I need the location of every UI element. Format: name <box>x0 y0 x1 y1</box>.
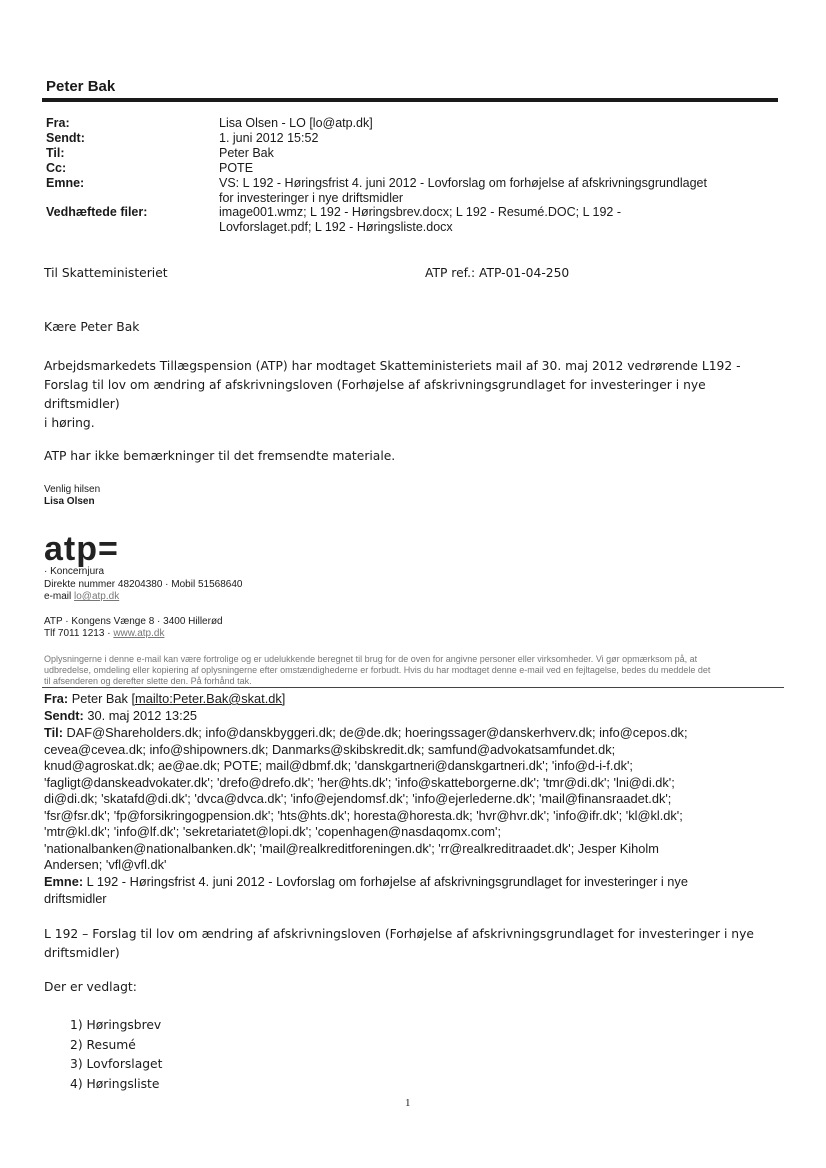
subject-line-1: VS: L 192 - Høringsfrist 4. juni 2012 - Lovforslag om forhøjelse af afskrivningsgrundlaget <box>219 176 707 190</box>
department: · Koncernjura <box>44 566 105 577</box>
from-value: Lisa Olsen - LO [lo@atp.dk] <box>219 116 373 130</box>
fwd-body-line-1: L 192 – Forslag til lov om ændring af afskrivningsloven (Forhøjelse af afskrivningsgrundlaget for investeringer i nye <box>44 927 754 941</box>
fwd-from <box>44 691 784 708</box>
fwd-subject-line-2: driftsmidler <box>44 890 107 906</box>
web-link[interactable]: www.atp.dk <box>113 628 165 639</box>
fwd-to-line: knud@agroskat.dk; ae@ae.dk; POTE; mail@dbmf.dk; 'danskgartneri@danskgartneri.dk'; 'info@d-i-f.dk'; <box>44 758 633 773</box>
page-number: 1 <box>405 1097 411 1109</box>
fwd-to-line: di@di.dk; 'skatafd@di.dk'; 'dvca@dvca.dk'; 'info@ejendomsf.dk'; 'info@ejerlederne.dk'; 'mail@finansraadet.dk'; <box>44 791 672 806</box>
fwd-to-line: 'nationalbanken@nationalbanken.dk'; 'mail@realkreditforeningen.dk'; 'rr@realkreditraadet.dk'; Jesper Kiholm <box>44 840 659 856</box>
fwd-to-line: cevea@cevea.dk; info@shipowners.dk; Danmarks@skibskredit.dk; samfund@advokatsamfundet.dk; <box>44 741 616 757</box>
paragraph-1-line-4: i høring. <box>44 416 95 430</box>
fwd-to-label: Til: <box>44 725 63 740</box>
sent-label: Sendt: <box>46 131 85 145</box>
attachments-line-2: Lovforslaget.pdf; L 192 - Høringsliste.docx <box>219 220 453 234</box>
closing: Venlig hilsen <box>44 484 101 495</box>
attachments-line-1: image001.wmz; L 192 - Høringsbrev.docx; L 192 - Resumé.DOC; L 192 - <box>219 205 622 219</box>
fwd-subject-line-1: L 192 - Høringsfrist 4. juni 2012 - Lovforslag om forhøjelse af afskrivningsgrundlaget for investeringer i nye <box>83 874 688 889</box>
disclaimer-line-2: udbredelse, omdeling eller kopiering af oplysningerne efter omstændighederne er forbudt. Hvis du har modtaget denne e-mail ved en fejltagelse, bedes du meddele det <box>44 665 711 675</box>
cc-label: Cc: <box>46 161 67 175</box>
fwd-to-line: Andersen; 'vfl@vfl.dk' <box>44 857 167 872</box>
from-label: Fra: <box>46 116 70 130</box>
fwd-subject-label: Emne: <box>44 874 84 889</box>
disclaimer-line-3: til afsenderen og derefter slette den. På forhånd tak. <box>44 676 252 686</box>
email-prefix: e-mail <box>44 591 75 602</box>
cc-value: POTE <box>219 161 254 175</box>
to-label: Til: <box>46 146 65 160</box>
list-item: 1) Høringsbrev <box>70 1018 162 1032</box>
paragraph-1-line-3: driftsmidler) <box>44 397 120 411</box>
header-rule <box>42 98 778 102</box>
fwd-mailto-link[interactable]: [mailto:Peter.Bak@skat.dk] <box>131 691 286 706</box>
list-item: 2) Resumé <box>70 1037 136 1052</box>
tel-prefix: Tlf 7011 1213 · <box>44 628 114 639</box>
fwd-to-line: 'mtr@kl.dk'; 'info@lf.dk'; 'sekretariatet@lopi.dk'; 'copenhagen@nasdaqomx.com'; <box>44 824 502 839</box>
disclaimer <box>44 654 784 687</box>
fwd-subject <box>44 874 784 907</box>
fwd-sent-label: Sendt: <box>44 708 84 723</box>
signer-name: Lisa Olsen <box>44 496 95 507</box>
fwd-body-line-2: driftsmidler) <box>44 946 120 960</box>
paragraph-2: ATP har ikke bemærkninger til det fremsendte materiale. <box>44 449 396 463</box>
divider <box>42 687 784 688</box>
disclaimer-line-1: Oplysningerne i denne e-mail kan være fortrolige og er udelukkende beregnet til brug for de oven for angivne personer eller virksomheder. Vi gør opmærksom på, at <box>44 654 698 664</box>
paragraph-1 <box>44 357 784 433</box>
salutation: Kære Peter Bak <box>44 320 140 334</box>
fwd-sent-value: 30. maj 2012 13:25 <box>83 708 197 723</box>
fwd-to-line: 'fagligt@danskeadvokater.dk'; 'drefo@drefo.dk'; 'her@hts.dk'; 'info@skatteborgerne.dk'; 'tmr@di.dk'; 'lni@di.dk'; <box>44 774 675 790</box>
tel-line <box>44 628 164 640</box>
paragraph-1-line-1: Arbejdsmarkedets Tillægspension (ATP) har modtaget Skatteministeriets mail af 30. maj 2012 vedrørende L192 - <box>44 359 741 373</box>
attachment-list <box>70 1016 162 1094</box>
paragraph-1-line-2: Forslag til lov om ændring af afskrivningsloven (Forhøjelse af afskrivningsgrundlaget for investeringer i nye <box>44 378 706 392</box>
fwd-from-value: Peter Bak <box>68 691 132 706</box>
fwd-from-label: Fra: <box>44 691 69 706</box>
list-item: 3) Lovforslaget <box>70 1057 163 1071</box>
letter-ref: ATP ref.: ATP-01-04-250 <box>425 266 570 280</box>
attached-heading: Der er vedlagt: <box>44 980 137 994</box>
phone-line: Direkte nummer 48204380 · Mobil 51568640 <box>44 579 243 590</box>
fwd-sent <box>44 708 784 725</box>
email-line <box>44 591 119 603</box>
fwd-to-line: DAF@Shareholders.dk; info@danskbyggeri.dk; de@de.dk; hoeringssager@danskerhverv.dk; info@cepos.dk; <box>62 725 688 740</box>
atp-logo: atp= <box>44 530 119 568</box>
fwd-to-line: 'fsr@fsr.dk'; 'fp@forsikringogpension.dk'; 'hts@hts.dk'; horesta@horesta.dk; 'hvr@hvr.dk'; 'info@ifr.dk'; 'kl@kl.dk'; <box>44 807 683 823</box>
list-item: 4) Høringsliste <box>70 1076 160 1091</box>
attachments-label: Vedhæftede filer: <box>46 205 148 219</box>
email-link[interactable]: lo@atp.dk <box>74 591 120 602</box>
subject-line-2: for investeringer i nye driftsmidler <box>219 191 404 205</box>
to-value: Peter Bak <box>219 146 274 160</box>
sent-value: 1. juni 2012 15:52 <box>219 131 319 145</box>
sender-name: Peter Bak <box>46 78 116 95</box>
address-line: ATP · Kongens Vænge 8 · 3400 Hillerød <box>44 616 223 627</box>
letter-recipient: Til Skatteministeriet <box>44 266 168 280</box>
fwd-to <box>44 725 784 874</box>
subject-label: Emne: <box>46 176 85 190</box>
fwd-body <box>44 925 784 963</box>
